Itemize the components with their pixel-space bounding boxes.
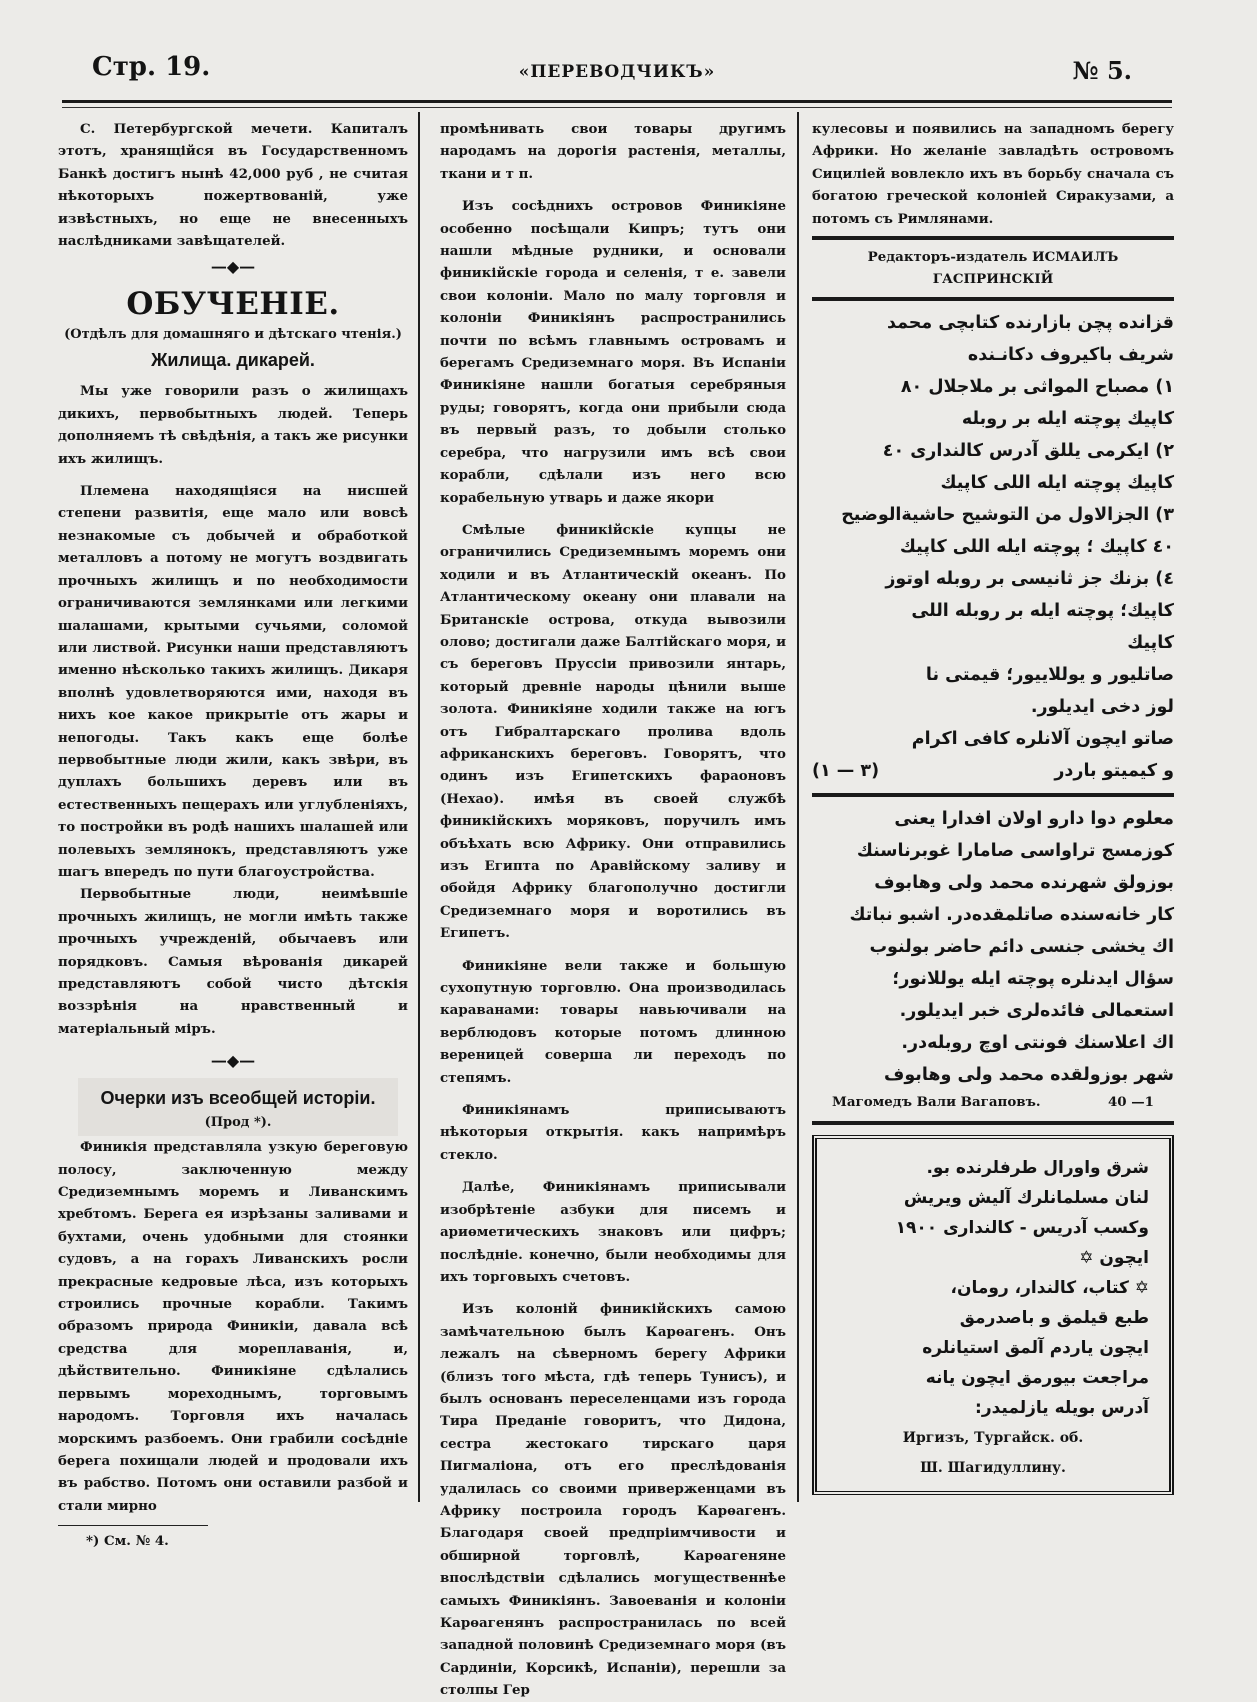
ad-line: کاپيك پوچته ايله بر روبله bbox=[961, 408, 1174, 429]
ad-line: ٤) بزنك جز ثانيسى بر روبله اوتوز bbox=[885, 568, 1174, 589]
ornament-divider: —◆— bbox=[210, 257, 256, 277]
rule bbox=[812, 793, 1174, 797]
ad-line: استعمالى فائده‌لرى خبر ايديلور. bbox=[899, 1000, 1174, 1021]
intro-paragraph: С. Петербургской мечети. Капиталъ этотъ, хранящійся въ Государственномъ Банкѣ достигъ нынѣ 42,000 руб , не считая нѣкоторыхъ пожертвованій, уже извѣстныхъ, но еще не внесенныхъ наслѣдниками завѣщателей. bbox=[58, 121, 408, 250]
advertisement-books bbox=[812, 307, 1174, 787]
rule bbox=[812, 236, 1174, 240]
article-paragraph: Смѣлые финикійскіе купцы не ограничились Средиземнымъ моремъ они ходили и въ Атлантическій океанъ. По Атлантическому океану они плавали на Британскіе острова, откуда вывозили олово; достигали даже Балтійскаго моря, и съ береговъ Пруссіи привозили янтарь, который древніе народы цѣнили выше золота. Финикіяне ходили также на югъ отъ Гибралтарскаго пролива вдоль африканскихъ береговъ. Говорятъ, что одинъ изъ Египетскихъ фараоновъ (Нехао). имѣя въ своей службѣ финикійскихъ моряковъ, поручилъ имъ объѣхать всю Африку. Они отправились изъ Египта по Аравійскому заливу и обойдя Африку благополучно достигли Средиземнаго моря и воротились въ Египетъ. bbox=[440, 521, 786, 942]
ad-line: وکسب آدريس - کالنداری ١٩٠٠ bbox=[895, 1218, 1149, 1239]
footnote: *) См. № 4. bbox=[86, 1533, 169, 1550]
ad-line: اك يخشى جنسى دائم حاضر بولنوب bbox=[869, 936, 1174, 957]
ad-line: لنان مسلمانلرك آليش ويريش bbox=[903, 1188, 1149, 1209]
left-column bbox=[58, 118, 408, 1553]
advertisement-medicine bbox=[812, 803, 1174, 1091]
article-paragraph: Племена находящіяся на нисшей степени развитія, еще мало или вовсѣ незнакомые съ добычей и обработкой металловъ а потому не могутъ воздвигать прочныхъ жилищъ и по необходимости ограничиваются землянками или легкими шалашами, крытыми сучьями, соломой или листвой. Рисунки наши представляютъ именно нѣсколько такихъ жилищъ. Дикаря вполнѣ удовлетворяются ими, находя въ нихъ кое какое прикрытіе отъ жары и непогоды. Такъ какъ еще болѣе первобытные люди жили, какъ звѣри, въ дуплахъ большихъ деревъ или въ естественныхъ пещерахъ или углубленіяхъ, то постройки въ родѣ нашихъ шалашей или полевыхъ землянокъ, представляютъ уже шагъ впередъ по пути благоустройства. bbox=[58, 483, 408, 880]
ad-line: ايچون ✡ bbox=[1079, 1248, 1149, 1269]
ad-line: معلوم دوا دارو اولان افدارا يعنى bbox=[894, 808, 1174, 829]
section-subtitle: (Отдѣлъ для домашняго и дѣтскаго чтенія.) bbox=[64, 327, 402, 343]
ad-signature-row bbox=[812, 1091, 1174, 1113]
ad-recipient: Ш. Шагидуллину. bbox=[920, 1460, 1066, 1477]
ad-line: صاتليور و يوللاييور؛ قيمتى نا bbox=[925, 664, 1174, 685]
newspaper-title: «ПЕРЕВОДЧИКЪ» bbox=[518, 62, 716, 82]
article-paragraph: Изъ колоній финикійскихъ самою замѣчательною былъ Карѳагенъ. Онъ лежалъ на сѣверномъ берегу Африки (близъ того мѣста, гдѣ теперь Тунисъ), и былъ основанъ переселенцами изъ города Тира Преданіе говоритъ, что Дидона, сестра жестокаго тирскаго царя Пигмаліона, отъ его преслѣдованія удалилась со своими приверженцами въ Африку построила городъ Карѳагенъ. Благодаря своей предпріимчивости и обширной торговлѣ, Карѳагеняне впослѣдствіи сдѣлались могущественнѣе самыхъ Финикіянъ. Завоеванія и колоніи Карѳагенянъ распространилась по всей западной половинѣ Средиземнаго моря (въ Сардиніи, Корсикѣ, Испаніи), перешли за столпы Гер bbox=[440, 1301, 786, 1699]
article-paragraph: Финикіяне вели также и большую сухопутную торговлю. Она производилась караванами: товары навьючивали на верблюдовъ которые потомъ длинною вереницей соверша ли переходъ по степямъ. bbox=[440, 957, 786, 1086]
editor-publisher: Редакторъ-издатель ИСМАИЛЪ ГАСПРИНСКІЙ bbox=[867, 249, 1119, 288]
article-paragraph: Изъ сосѣднихъ островов Финикіяне особенно посѣщали Кипръ; тутъ они нашли мѣдные рудники, и основали финикійскіе города и селенія, т е. завели свои колоніи. Мало по малу торговля и колоніи Финикіянъ распространились почти по всѣмъ главнымъ островамъ и берегамъ Средиземнаго моря. Въ Испаніи Финикіяне нашли богатыя серебряныя руды; говорятъ, когда они прибыли сюда въ первый разъ, то добыли столько серебра, что нагрузили имъ всѣ свои корабли, сдѣлали изъ него всю корабельную утварь и даже якори bbox=[440, 198, 786, 506]
history-title: Очерки изъ всеобщей исторіи. bbox=[100, 1088, 376, 1109]
ad-line: قزانده پچن بازارنده کتابچی محمد bbox=[886, 312, 1174, 333]
ad-line: شرق واورال طرفلرنده بو. bbox=[926, 1158, 1149, 1179]
article-title: Жилища. дикарей. bbox=[151, 350, 315, 371]
ad-line: مراجعت بيورمق ايچون يانه bbox=[925, 1368, 1149, 1389]
right-column bbox=[812, 118, 1174, 1495]
ad-number: 40 —1 bbox=[1107, 1093, 1154, 1110]
page-number: Стр. 19. bbox=[92, 52, 211, 82]
rule bbox=[812, 297, 1174, 301]
ad-line: بوزولق شهرنده محمد ولى وهابوف bbox=[874, 872, 1174, 893]
issue-number: № 5. bbox=[1072, 56, 1132, 85]
article-paragraph: Мы уже говорили разъ о жилищахъ дикихъ, первобытныхъ людей. Теперь дополняемъ тѣ свѣдѣнія, а такъ же рисунки ихъ жилищъ. bbox=[58, 383, 408, 467]
ad-line: ١) مصباح المواثى بر ملاجلال ٨٠ bbox=[900, 376, 1174, 397]
column-divider bbox=[418, 112, 420, 1502]
article-paragraph: Далѣе, Финикіянамъ приписывали изобрѣтеніе азбуки для писемъ и ариѳметическихъ знаковъ или цифръ; послѣдніе. конечно, были необходимы для ихъ торговыхъ счетовъ. bbox=[440, 1179, 786, 1285]
page-header bbox=[62, 52, 1172, 92]
header-rule bbox=[62, 100, 1172, 103]
article-paragraph: Финикіянамъ приписываютъ нѣкоторыя открытія. какъ напримѣръ стекло. bbox=[440, 1102, 786, 1163]
ad-line: کار خانه‌سنده صاتلمقده‌در. اشبو نباتك bbox=[849, 904, 1174, 925]
ad-line: کاپيك پوچته ايله اللى کاپيك bbox=[940, 472, 1174, 493]
history-heading-box bbox=[78, 1078, 398, 1136]
ad-line: ٢) ايکرمى يللق آدرس کالنداری ٤٠ bbox=[882, 440, 1174, 461]
ad-signature: Магомедъ Вали Вагаповъ. bbox=[832, 1093, 1041, 1110]
ad-line: و کيميتو باردر bbox=[1054, 760, 1174, 781]
ad-number: (٣ — ١) bbox=[812, 760, 880, 781]
middle-column bbox=[440, 118, 786, 1702]
ad-line: آدرس بويله يازلميدر: bbox=[975, 1398, 1149, 1419]
column-divider bbox=[797, 112, 799, 1502]
header-rule-thin bbox=[62, 107, 1172, 108]
article-paragraph: Первобытные люди, неимѣвшіе прочныхъ жилищъ, не могли имѣть также прочныхъ учрежденій, обычаевъ или порядковъ. Самыя вѣрованія дикарей представляютъ собой чисто дѣтскія воззрѣнія на нравственный и матеріальный міръ. bbox=[58, 886, 408, 1037]
ad-line: لوز دخى ايديلور. bbox=[1030, 696, 1174, 717]
history-continued: (Прод *). bbox=[204, 1115, 272, 1131]
ornament-divider: —◆— bbox=[210, 1051, 256, 1071]
ad-line: صاتو ايچون آلانلره کافى اکرام bbox=[911, 728, 1174, 749]
ad-line: ٤٠ کاپيك ؛ پوچته ايله اللى کاپيك bbox=[899, 536, 1174, 557]
ad-line: طبع قيلمق و باصدرمق bbox=[959, 1308, 1149, 1329]
ad-line: کوزمسج تراواسى صامارا غوبرناسنك bbox=[856, 840, 1174, 861]
ad-line: سؤال ايدنلره پوچته ايله يوللانور؛ bbox=[892, 968, 1174, 989]
ad-line: ✡ کتاب، کالندار، رومان، bbox=[950, 1278, 1149, 1299]
ad-line: کاپيك؛ پوچته ايله بر روبله اللى bbox=[911, 600, 1174, 621]
advertisement-calendar bbox=[812, 1135, 1174, 1495]
ad-line: شهر بوزولقده محمد ولى وهابوف bbox=[883, 1064, 1174, 1085]
ad-line: شريف باکيروف دکانـنده bbox=[967, 344, 1174, 365]
ad-address: Иргизъ, Тургайск. об. bbox=[902, 1430, 1084, 1447]
footnote-rule bbox=[58, 1525, 208, 1526]
ad-line: ٣) الجزالاول من التوشيح حاشيةالوضيح bbox=[841, 504, 1174, 525]
section-title: ОБУЧЕНІЕ. bbox=[126, 286, 340, 323]
ad-line: اك اعلاسنك فونتى اوچ روبله‌در. bbox=[901, 1032, 1174, 1053]
history-paragraph: Финикія представляла узкую береговую полосу, заключенную между Средиземнымъ моремъ и Ливанскимъ хребтомъ. Берега ея изрѣзаны заливами и бухтами, очень удобными для стоянки судовъ, а на горахъ Ливанскихъ росли прекрасные кедровые лѣса, изъ которыхъ строились прочные корабли. Такимъ образомъ природа Финикіи, давала всѣ средства для мореплаванія, и, дѣйствительно. Финикіяне сдѣлались первымъ мореходнымъ, торговымъ народомъ. Торговля ихъ началась морскимъ разбоемъ. Они грабили сосѣдніе берега похищали людей и продовали ихъ въ рабство. Потомъ они оставили разбой и стали мирно bbox=[58, 1139, 408, 1514]
ad-line: کاپيك bbox=[1127, 632, 1174, 653]
ad-line: ايچون ياردم آلمق استيانلره bbox=[922, 1338, 1149, 1359]
article-paragraph: кулесовы и появились на западномъ берегу Африки. Но желаніе завладѣть островомъ Сициліей вовлекло ихъ въ борьбу сначала съ богатою греческой колоніей Сиракузами, а потомъ съ Римлянами. bbox=[812, 121, 1174, 227]
rule bbox=[812, 1121, 1174, 1125]
article-paragraph: промѣнивать свои товары другимъ народамъ на дорогія растенія, металлы, ткани и т п. bbox=[440, 121, 786, 182]
